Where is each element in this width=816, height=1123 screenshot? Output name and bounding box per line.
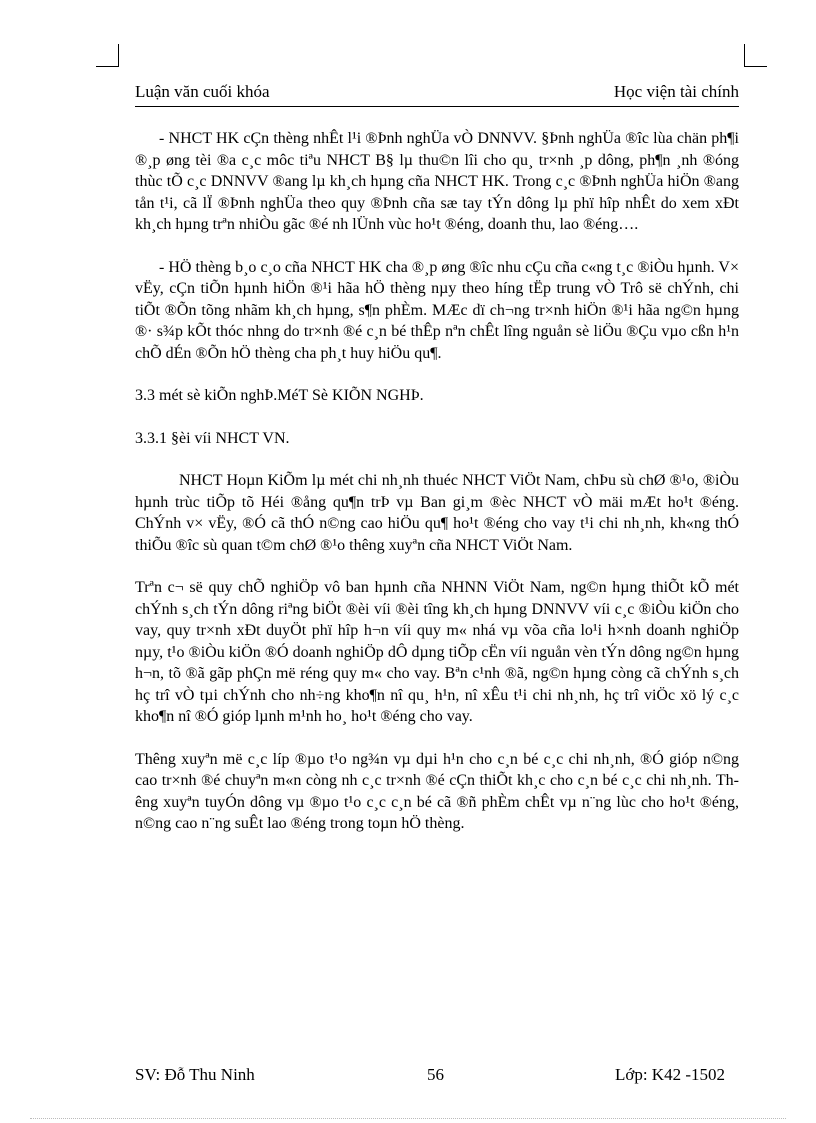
paragraph-reporting-system: - HÖ thèng b¸o c¸o cña NHCT HK cha ®¸p øng ®îc nhu cÇu cña c«ng t¸c ®iÒu hµnh. V× vËy, cÇn tiÕn hµnh hiÖn ®¹i hãa hÖ thèng nµy theo híng tËp trung vÒ Trô së chÝnh, chi tiÕt ®Õn tõng nhãm kh¸ch hµng, s¶n phÈm. MÆc dï ch¬ng tr×nh hiÖn ®¹i hãa ng©n hµng ®· s¾p kÕt thóc nhng do tr×nh ®é c¸n bé thÊp nªn chÊt lîng nguån sè liÖu ®Çu vµo cßn h¹n chÕ dÉn ®Õn hÖ thèng cha ph¸t huy hiÖu qu¶. [135, 258, 739, 362]
paragraph-definition: - NHCT HK cÇn thèng nhÊt l¹i ®Þnh nghÜa vÒ DNNVV. §Þnh nghÜa ®îc lùa chän ph¶i ®¸p øng tèi ®a c¸c môc tiªu NHCT B§ lµ thu©n lîi cho qu¸ tr×nh ¸p dông, ph¶n ¸nh ®óng thùc tÕ c¸c DNNVV ®ang lµ kh¸ch hµng cña NHCT HK. Trong c¸c ®Þnh nghÜa hiÖn ®ang tån t¹i, cã lÏ ®Þnh nghÜa theo quy ®Þnh cña sæ tay tÝn dông lµ phï hîp nhÊt do xem xÐt kh¸ch hµng trªn nhiÒu gãc ®é nh lÜnh vùc ho¹t ®éng, doanh thu, lao ®éng…. [135, 130, 739, 233]
paragraph-credit-policy: Trªn c¬ së quy chÕ nghiÖp vô ban hµnh cña NHNN ViÖt Nam, ng©n hµng thiÕt kÕ mét chÝnh s¸ch tÝn dông riªng biÖt ®èi víi ®èi tîng kh¸ch hµng DNNVV víi c¸c ®iÒu kiÖn cho vay, quy tr×nh xÐt duyÖt phï hîp h¬n víi quy m« nhá vµ võa cña lo¹i h×nh doanh nghiÖp nµy, t¹o ®iÒu kiÖn ®Ó doanh nghiÖp dÔ dµng tiÕp cËn víi nguån vèn tÝn dông ng©n hµng h¬n, tõ ®ã gãp phÇn më réng quy m« cho vay. Bªn c¹nh ®ã, ng©n hµng còng cã chÝnh s¸ch hç trî vÒ tµi chÝnh cho nh÷ng kho¶n nî qu¸ h¹n, nî xÊu t¹i chi nh¸nh, hç trî viÖc xö lý c¸c kho¶n nî ®Ó gióp lµnh m¹nh ho¸ ho¹t ®éng cho vay. [135, 579, 739, 725]
page-header [135, 80, 739, 107]
page-body [135, 128, 739, 856]
header-thesis-title: Luận văn cuối khóa [135, 82, 270, 101]
crop-mark-top-right [744, 44, 767, 67]
crop-mark-top-left [96, 44, 119, 67]
page-footer [135, 1065, 725, 1087]
section-heading: 3.3 mét sè kiÕn nghÞ.MéT Sè KIÕN NGHÞ. [135, 387, 424, 404]
footer-class-code: Lớp: K42 -1502 [614, 1065, 725, 1084]
page-divider [30, 1118, 786, 1119]
footer-student-name: SV: Đỗ Thu Ninh [135, 1065, 255, 1084]
paragraph-training: Thêng xuyªn më c¸c líp ®µo t¹o ng¾n vµ dµi h¹n cho c¸n bé c¸c chi nh¸nh, ®Ó gióp n©ng cao tr×nh ®é chuyªn m«n còng nh c¸c tr×nh ®é cÇn thiÕt kh¸c cho c¸n bé c¸c chi nh¸nh. Thêng xuyªn tuyÓn dông vµ ®µo t¹o c¸c c¸n bé cã ®ñ phÈm chÊt vµ n¨ng lùc cho ho¹t ®éng, n©ng cao n¨ng suÊt lao ®éng trong toµn hÖ thèng. [135, 750, 739, 832]
page-number: 56 [427, 1065, 444, 1084]
subsection-heading: 3.3.1 §èi víi NHCT VN. [135, 429, 290, 447]
header-institution: Học viện tài chính [613, 82, 739, 101]
paragraph-branch-direction: NHCT Hoµn KiÕm lµ mét chi nh¸nh thuéc NHCT ViÖt Nam, chÞu sù chØ ®¹o, ®iÒu hµnh trùc tiÕp tõ Héi ®ång qu¶n trÞ vµ Ban gi¸m ®èc NHCT vÒ mäi mÆt ho¹t ®éng. ChÝnh v× vËy, ®Ó cã thÓ n©ng cao hiÖu qu¶ ho¹t ®éng cho vay t¹i chi nh¸nh, kh«ng thÓ thiÕu ®îc sù quan t©m chØ ®¹o thêng xuyªn cña NHCT ViÖt Nam. [135, 472, 739, 554]
